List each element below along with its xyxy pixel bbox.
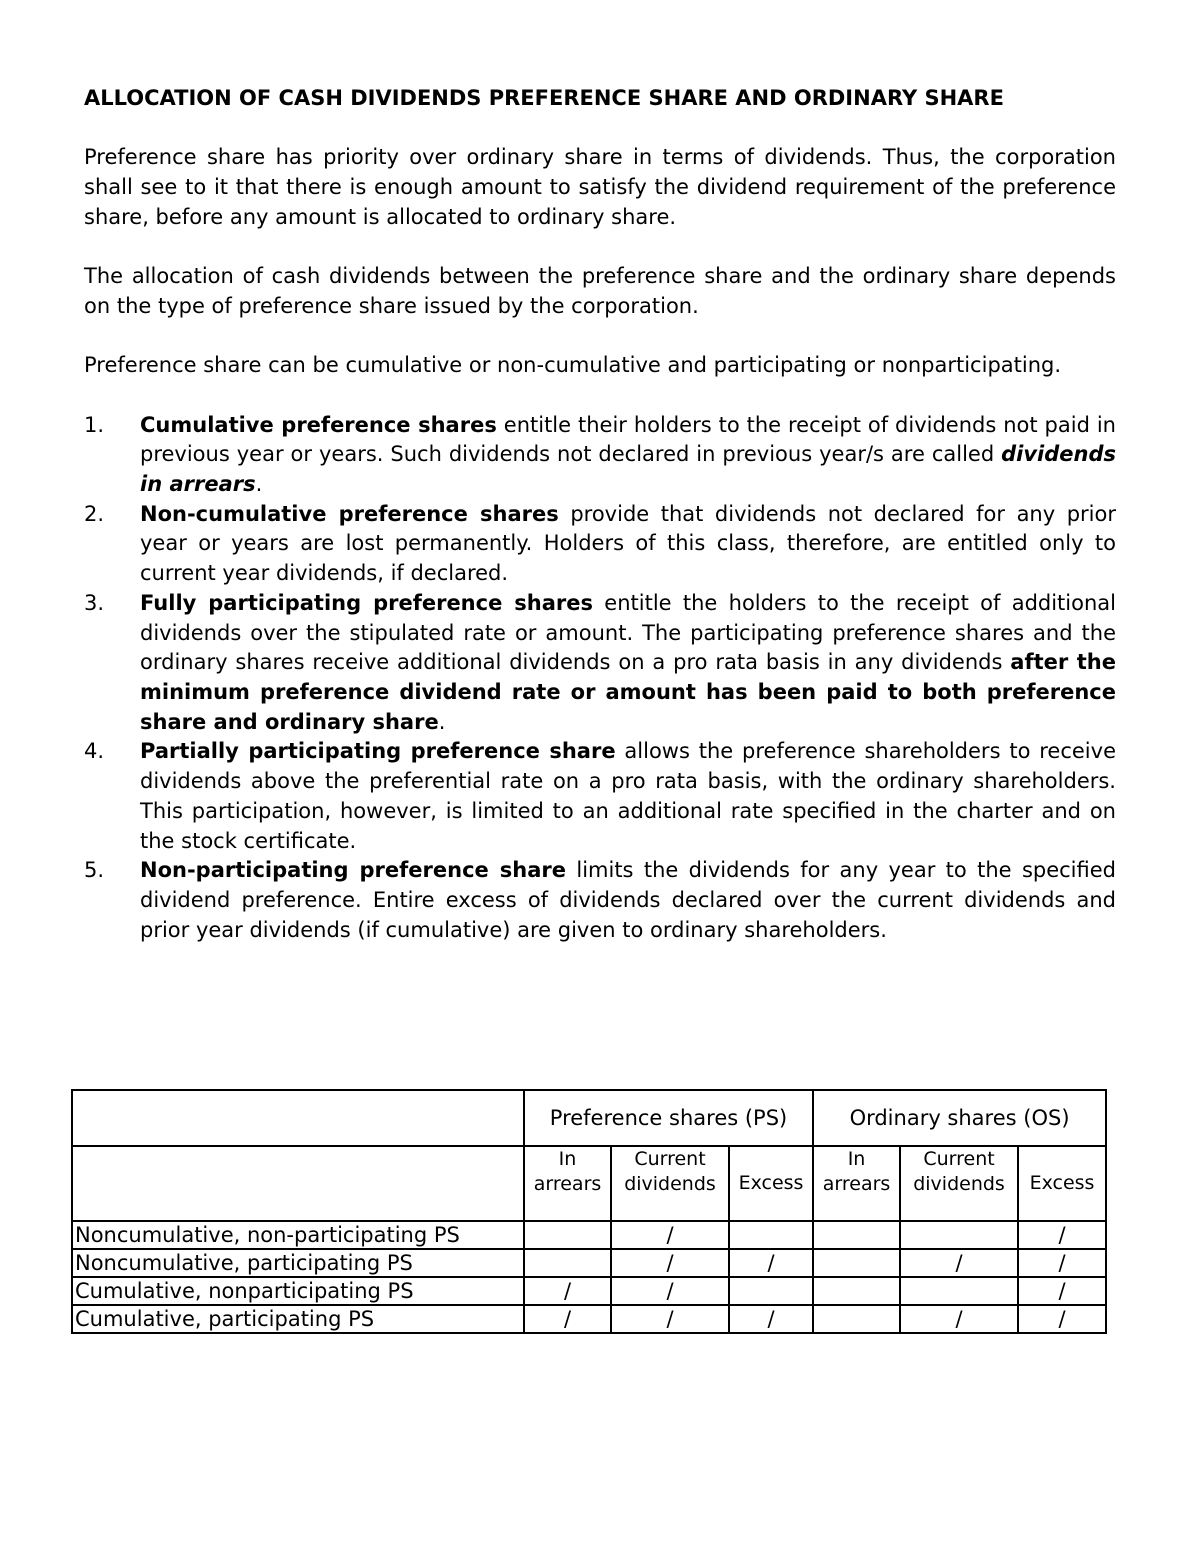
list-item-number: 2. [84, 501, 105, 526]
table-row [72, 1305, 1106, 1333]
cell-mark: / [611, 1277, 729, 1305]
row-label: Cumulative, participating PS [72, 1305, 524, 1333]
cell-mark: / [524, 1277, 611, 1305]
list-item-term: Partially participating preference share [140, 739, 616, 764]
cell-mark: / [524, 1305, 611, 1333]
list-item [84, 856, 1116, 945]
cell-mark [900, 1221, 1018, 1249]
list-item-text: provide that dividends not declared for any prior year or years are lost permanently. Holders of this class, therefore, are entitled only to current year dividends, if declared. [140, 501, 1116, 586]
document-page [84, 84, 1116, 945]
list-item-text: limits the dividends for any year to the specified dividend preference. Entire excess of dividends declared over the current dividends and prior year dividends (if cumulative) are given to ordinary shareholders. [140, 858, 1116, 942]
cell-mark: / [611, 1249, 729, 1277]
cell-mark: / [1018, 1221, 1106, 1249]
table-group-header-row [72, 1090, 1106, 1146]
list-item-number: 3. [84, 590, 105, 615]
dividend-allocation-table [71, 1089, 1107, 1334]
list-item-term: Fully participating preference shares [140, 590, 593, 615]
list-item-number: 5. [84, 858, 105, 883]
table-row [72, 1249, 1106, 1277]
table-row [72, 1221, 1106, 1249]
cell-mark [813, 1221, 900, 1249]
paragraph-priority: Preference share has priority over ordinary share in terms of dividends. Thus, the corporation shall see to it that there is enough amount to satisfy the dividend requirement of the preference share, before any amount is allocated to ordinary share. [84, 145, 1116, 229]
table-row [72, 1277, 1106, 1305]
header-ps-in-arrears: In arrears [524, 1146, 611, 1221]
cell-mark [524, 1249, 611, 1277]
paragraph-types: Preference share can be cumulative or non-cumulative and participating or nonparticipating. [84, 353, 1062, 378]
cell-mark [729, 1277, 813, 1305]
list-item-text: entitle the holders to the receipt of additional dividends over the stipulated rate or amount. The participating preference shares and the ordinary shares receive additional dividends on a pro rata basis in any dividends [140, 590, 1116, 675]
list-item [84, 411, 1116, 500]
list-item-term: Cumulative preference shares [140, 412, 497, 437]
cell-mark: / [1018, 1305, 1106, 1333]
table-corner-cell [72, 1090, 524, 1146]
table-sub-header-row [72, 1146, 1106, 1221]
row-label: Noncumulative, non-participating PS [72, 1221, 524, 1249]
list-item [84, 589, 1116, 738]
header-os-current-dividends: Current dividends [900, 1146, 1018, 1221]
list-item-bold-phrase: after the minimum preference dividend rate or amount has been paid to both preference share and ordinary share [140, 650, 1116, 734]
list-item-term: Non-cumulative preference shares [140, 501, 559, 526]
table-empty-label-cell [72, 1146, 524, 1221]
cell-mark [729, 1221, 813, 1249]
cell-mark: / [611, 1221, 729, 1249]
cell-mark [813, 1277, 900, 1305]
cell-mark: / [1018, 1249, 1106, 1277]
list-item-number: 4. [84, 739, 105, 764]
list-item [84, 500, 1116, 589]
header-ordinary-shares: Ordinary shares (OS) [813, 1090, 1106, 1146]
cell-mark [900, 1277, 1018, 1305]
cell-mark: / [729, 1249, 813, 1277]
list-item-emphasis: dividends in arrears [140, 442, 1116, 497]
header-ps-current-dividends: Current dividends [611, 1146, 729, 1221]
list-item-number: 1. [84, 412, 105, 437]
cell-mark: / [1018, 1277, 1106, 1305]
document-title: ALLOCATION OF CASH DIVIDENDS PREFERENCE SHARE AND ORDINARY SHARE [84, 86, 1004, 110]
list-item-text-end: . [255, 472, 263, 497]
row-label: Cumulative, nonparticipating PS [72, 1277, 524, 1305]
list-item [84, 737, 1116, 856]
cell-mark [813, 1305, 900, 1333]
list-item-text: entitle their holders to the receipt of dividends not paid in previous year or years. Such dividends not declared in previous year/s are called [140, 412, 1116, 467]
paragraph-allocation: The allocation of cash dividends between the preference share and the ordinary share depends on the type of preference share issued by the corporation. [84, 264, 1116, 318]
header-os-in-arrears: In arrears [813, 1146, 900, 1221]
cell-mark [813, 1249, 900, 1277]
cell-mark: / [900, 1305, 1018, 1333]
cell-mark [524, 1221, 611, 1249]
preference-share-types-list [84, 411, 1116, 946]
cell-mark: / [611, 1305, 729, 1333]
header-os-excess: Excess [1018, 1146, 1106, 1221]
row-label: Noncumulative, participating PS [72, 1249, 524, 1277]
cell-mark: / [900, 1249, 1018, 1277]
cell-mark: / [729, 1305, 813, 1333]
list-item-text: allows the preference shareholders to receive dividends above the preferential rate on a pro rata basis, with the ordinary shareholders. This participation, however, is limited to an additional rate specified in the charter and on the stock certificate. [140, 739, 1116, 853]
header-preference-shares: Preference shares (PS) [524, 1090, 813, 1146]
list-item-term: Non-participating preference share [140, 858, 566, 883]
list-item-text-end: . [438, 709, 446, 734]
header-ps-excess: Excess [729, 1146, 813, 1221]
